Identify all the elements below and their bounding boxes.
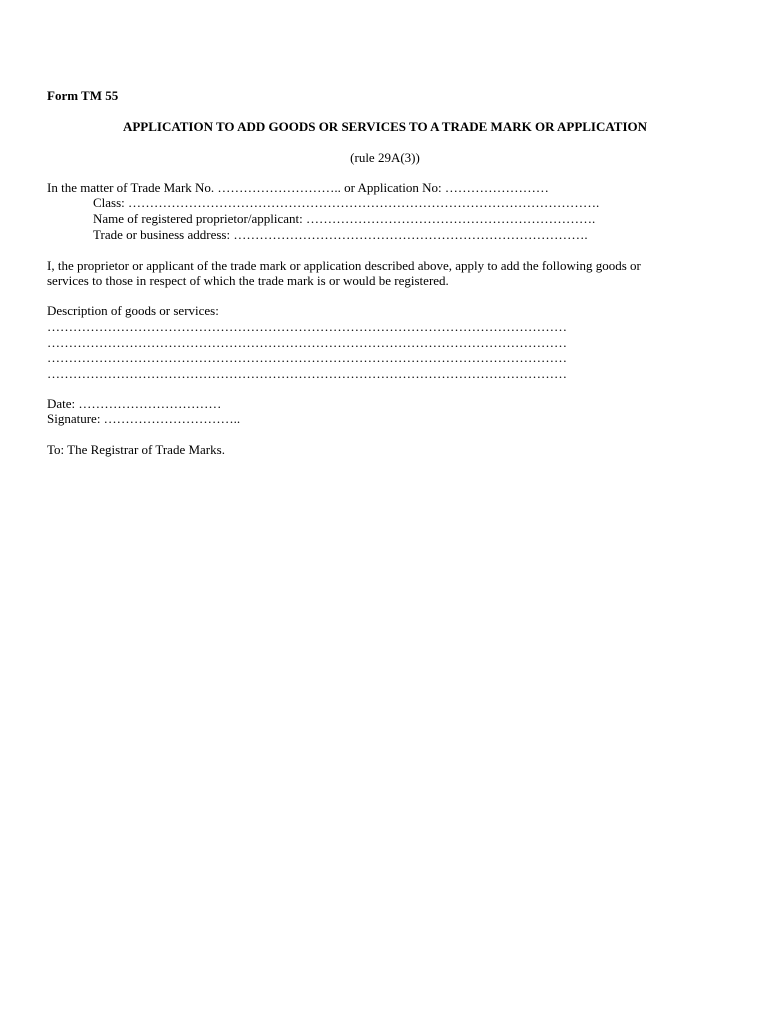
description-blank-line: ………………………………………………………………………………………………………… — [47, 335, 567, 350]
form-title: APPLICATION TO ADD GOODS OR SERVICES TO A TRADE MARK OR APPLICATION — [122, 119, 648, 134]
trade-mark-number-line: In the matter of Trade Mark No. ……………………….. or Application No: …………………… — [47, 180, 549, 195]
declaration-line-2: services to those in respect of which the trade mark is or would be registered. — [47, 273, 449, 288]
description-blank-line: ………………………………………………………………………………………………………… — [47, 350, 567, 365]
signature-line: Signature: ………………………….. — [47, 411, 241, 426]
rule-reference: (rule 29A(3)) — [350, 150, 420, 165]
form-id: Form TM 55 — [47, 88, 119, 103]
business-address-line: Trade or business address: ………………………………………………………………………. — [93, 227, 588, 242]
proprietor-name-line: Name of registered proprietor/applicant: …………………………………………………………. — [93, 211, 596, 226]
declaration-line-1: I, the proprietor or applicant of the trade mark or application described above, apply to add the following goods or — [47, 258, 641, 273]
date-line: Date: …………………………… — [47, 396, 222, 411]
description-label: Description of goods or services: — [47, 303, 219, 318]
addressee-line: To: The Registrar of Trade Marks. — [47, 442, 225, 457]
description-blank-line: ………………………………………………………………………………………………………… — [47, 319, 567, 334]
class-line: Class: ………………………………………………………………………………………………. — [93, 195, 600, 210]
description-blank-line: ………………………………………………………………………………………………………… — [47, 366, 567, 381]
